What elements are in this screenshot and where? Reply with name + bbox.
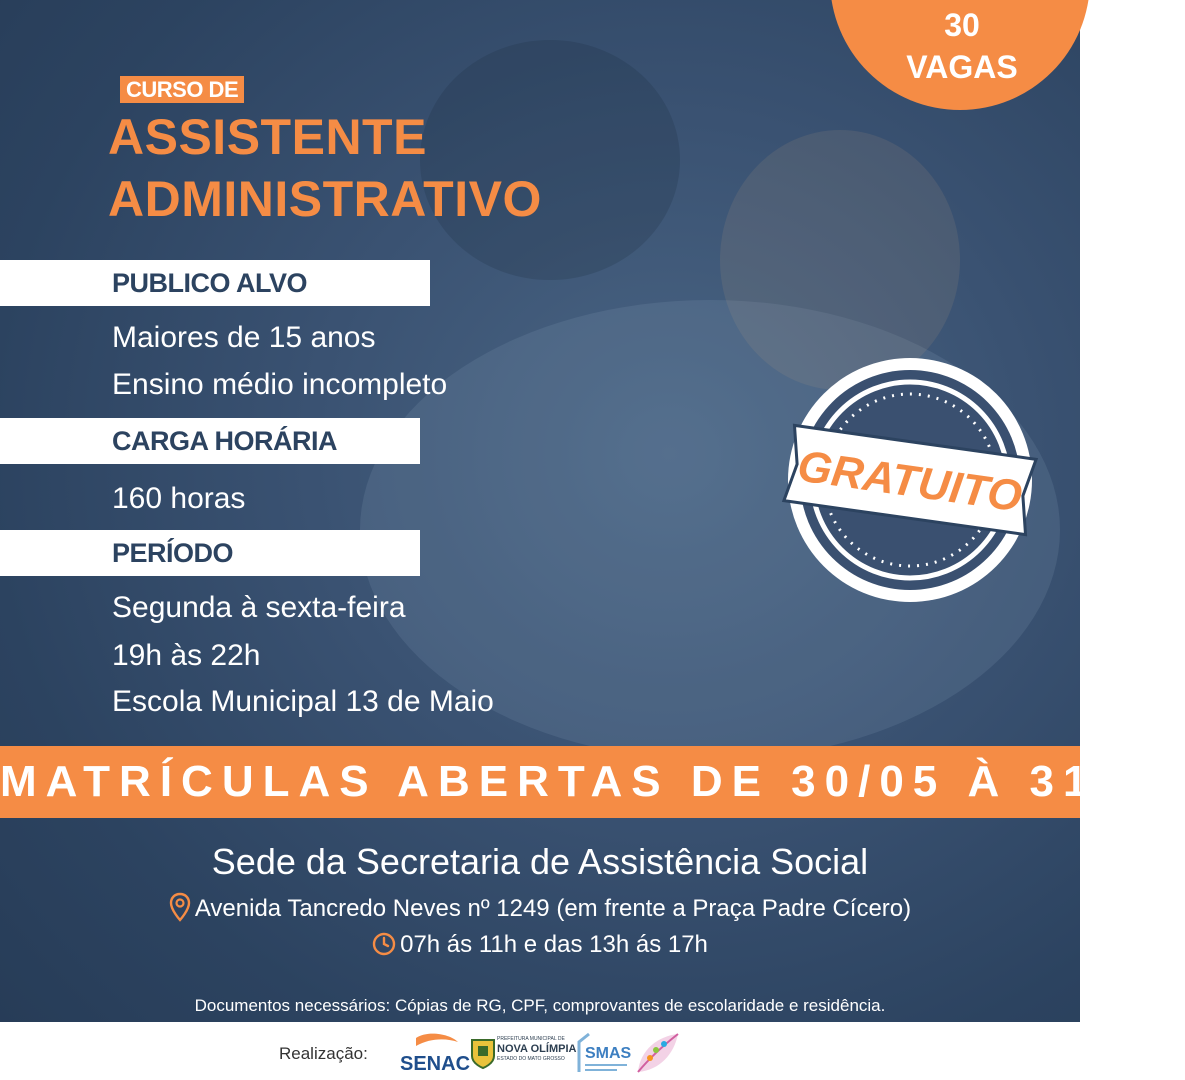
course-title-line1: ASSISTENTE [108,109,427,165]
senac-logo [398,1032,471,1076]
required-documents: Documentos necessários: Cópias de RG, CPF, comprovantes de escolaridade e residência. [194,996,886,1015]
gratuito-stamp [780,350,1040,610]
clock-icon [372,932,396,956]
prefeitura-logo-text [497,1036,577,1063]
footer-label: Realização: [279,1044,368,1063]
prefeitura-name: NOVA OLÍMPIA [497,1043,577,1055]
prefeitura-top: PREFEITURA MUNICIPAL DE [497,1036,565,1042]
publico-line-1: Maiores de 15 anos [112,321,376,354]
map-pin-icon [169,892,191,922]
vacancies-label: VAGAS [906,49,1018,85]
periodo-line-2: 19h às 22h [112,639,261,672]
carga-line-1: 160 horas [112,482,246,515]
section-heading-carga: CARGA HORÁRIA [0,418,420,464]
partner-leaf-icon [634,1030,682,1076]
section-heading-publico: PUBLICO ALVO [0,260,430,306]
periodo-line-1: Segunda à sexta-feira [112,591,406,624]
footer [0,1022,1080,1080]
location-hours: 07h ás 11h e das 13h ás 17h [400,931,708,958]
course-kicker: CURSO DE [120,76,244,103]
location-address-row [0,892,1080,926]
location-address: Avenida Tancredo Neves nº 1249 (em frente a Praça Padre Cícero) [194,895,912,922]
periodo-line-3: Escola Municipal 13 de Maio [112,685,494,718]
course-title [108,106,542,230]
senac-logo-text: SENAC [400,1053,471,1075]
publico-line-2: Ensino médio incompleto [112,368,448,401]
course-title-line2: ADMINISTRATIVO [108,171,542,227]
prefeitura-sub: ESTADO DO MATO GROSSO [497,1056,565,1062]
stamp-label: GRATUITO [794,441,1025,522]
enrollment-banner: MATRÍCULAS ABERTAS DE 30/05 À 31/05 [0,746,1080,818]
nova-olimpia-crest-icon [470,1036,496,1070]
vacancies-number: 30 [944,7,980,43]
location-hours-row [0,928,1080,962]
section-heading-periodo: PERÍODO [0,530,420,576]
smas-logo [575,1032,631,1076]
smas-logo-text: SMAS [585,1045,632,1062]
location-name: Sede da Secretaria de Assistência Social [211,841,869,882]
vacancies-badge-text [872,4,1052,88]
